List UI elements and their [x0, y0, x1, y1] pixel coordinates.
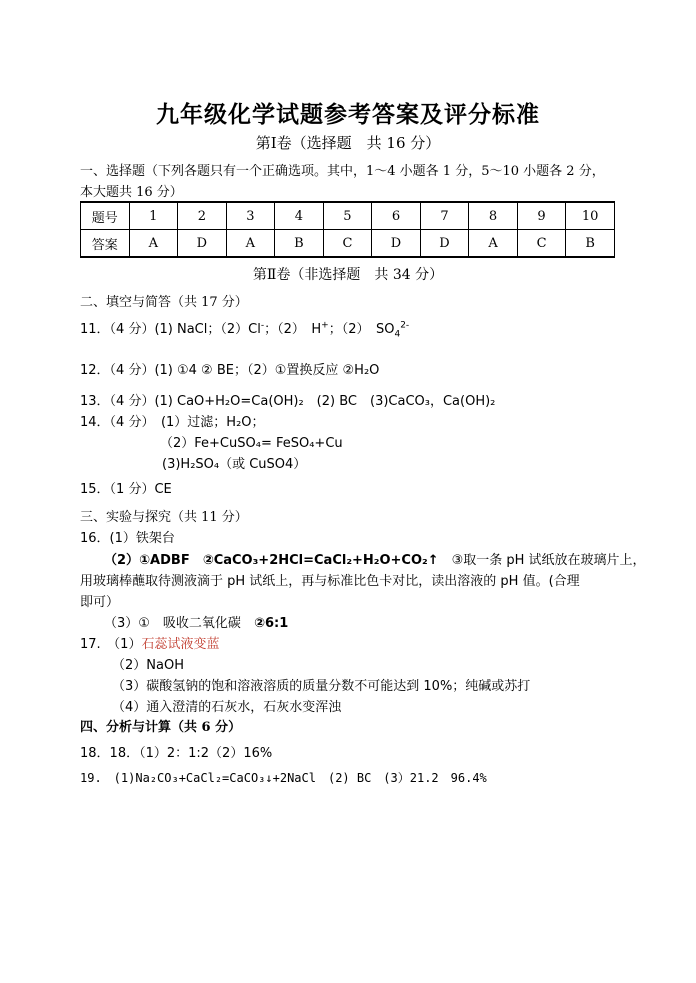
- question-14-line1: 14．（4 分） (1）过滤；H₂O；: [80, 415, 265, 430]
- q16-line2-rest: ③取一条 pH 试纸放在玻璃片上，: [438, 553, 646, 568]
- table-cell-number: 4: [275, 202, 324, 230]
- q11-sup3: 2-: [400, 320, 410, 331]
- question-13: 13．（4 分）(1) CaO+H₂O=Ca(OH)₂ (2) BC (3)CaCO₃，Ca(OH)₂: [80, 394, 496, 409]
- page-title: 九年级化学试题参考答案及评分标准: [156, 101, 540, 128]
- question-18: 18．18．（1）2：1:2（2）16%: [80, 746, 273, 761]
- table-cell-answer: C: [323, 230, 372, 258]
- question-16-line4: 即可）: [80, 595, 120, 610]
- question-16-line5: [104, 612, 288, 631]
- question-16-line2: [104, 549, 646, 568]
- table-cell-answer: B: [566, 230, 615, 258]
- q17-line1-prefix: 17. （1）: [80, 637, 142, 652]
- section2-heading: 二、填空与简答（共 17 分）: [80, 295, 248, 310]
- q11-sup2: +: [321, 320, 329, 331]
- section1-line2: 本大题共 16 分）: [80, 185, 183, 200]
- table-cell-number: 3: [226, 202, 275, 230]
- question-17-line4: （4）通入澄清的石灰水，石灰水变浑浊: [112, 700, 342, 715]
- table-cell-number: 2: [178, 202, 227, 230]
- question-17-line3: （3）碳酸氢钠的饱和溶液溶质的质量分数不可能达到 10%；纯碱或苏打: [112, 679, 531, 694]
- q11-mid1: ；（2） H: [264, 322, 322, 337]
- table-cell-number: 9: [517, 202, 566, 230]
- q16-line5-b: ②6:1: [253, 616, 289, 631]
- table-cell-answer: C: [517, 230, 566, 258]
- table-row-answers: [81, 230, 615, 258]
- question-16-line3: 用玻璃棒蘸取待测液滴于 pH 试纸上，再与标准比色卡对比，读出溶液的 pH 值。(合理: [80, 574, 580, 589]
- table-cell-answer: A: [226, 230, 275, 258]
- table-row-numbers: [81, 202, 615, 230]
- table-cell-number: 8: [469, 202, 518, 230]
- table-cell-header: 答案: [81, 230, 130, 258]
- question-16-line1: 16．(1）铁架台: [80, 531, 175, 546]
- question-19: 19. (1)Na₂CO₃+CaCl₂=CaCO₃↓+2NaCl (2) BC (3）21.2 96.4%: [80, 771, 487, 785]
- q11-sub3: 4: [394, 329, 401, 340]
- answer-table: [80, 201, 615, 258]
- q17-line1-answer: 石蕊试液变蓝: [141, 637, 220, 652]
- table-cell-answer: D: [420, 230, 469, 258]
- question-15: 15．（1 分）CE: [80, 482, 172, 497]
- table-cell-header: 题号: [81, 202, 130, 230]
- question-12: 12．（4 分）(1) ①4 ② BE；（2）①置换反应 ②H₂O: [80, 363, 380, 378]
- table-cell-answer: A: [469, 230, 518, 258]
- table-cell-number: 10: [566, 202, 615, 230]
- section4-heading: 四、分析与计算（共 6 分）: [80, 720, 242, 735]
- question-17-line2: （2）NaOH: [112, 658, 184, 673]
- question-14-line2: （2）Fe+CuSO₄= FeSO₄+Cu: [160, 436, 343, 451]
- table-cell-answer: D: [372, 230, 421, 258]
- table-cell-number: 5: [323, 202, 372, 230]
- table-cell-answer: B: [275, 230, 324, 258]
- question-14-line3: (3)H₂SO₄（或 CuSO4）: [162, 457, 307, 472]
- table-cell-number: 7: [420, 202, 469, 230]
- question-11: [80, 318, 409, 340]
- q11-sup1: -: [260, 320, 265, 331]
- section3-heading: 三、实验与探究（共 11 分）: [80, 510, 248, 525]
- table-cell-number: 1: [129, 202, 178, 230]
- table-cell-answer: A: [129, 230, 178, 258]
- table-cell-answer: D: [178, 230, 227, 258]
- q11-mid2: ；（2） SO: [328, 322, 395, 337]
- part1-heading: 第Ⅰ卷（选择题 共 16 分）: [255, 134, 441, 152]
- q16-line2-bold: （2）①ADBF ②CaCO₃+2HCl=CaCl₂+H₂O+CO₂↑: [104, 553, 439, 568]
- q16-line5-a: （3）① 吸收二氧化碳: [104, 616, 254, 631]
- part2-heading: 第Ⅱ卷（非选择题 共 34 分）: [252, 267, 444, 283]
- question-17-line1: [80, 633, 219, 652]
- table-cell-number: 6: [372, 202, 421, 230]
- section1-line1: 一、选择题（下列各题只有一个正确选项。其中，1～4 小题各 1 分，5～10 小题各 2 分，: [80, 164, 605, 179]
- q11-prefix: 11．（4 分）(1) NaCl；（2）Cl: [80, 322, 261, 337]
